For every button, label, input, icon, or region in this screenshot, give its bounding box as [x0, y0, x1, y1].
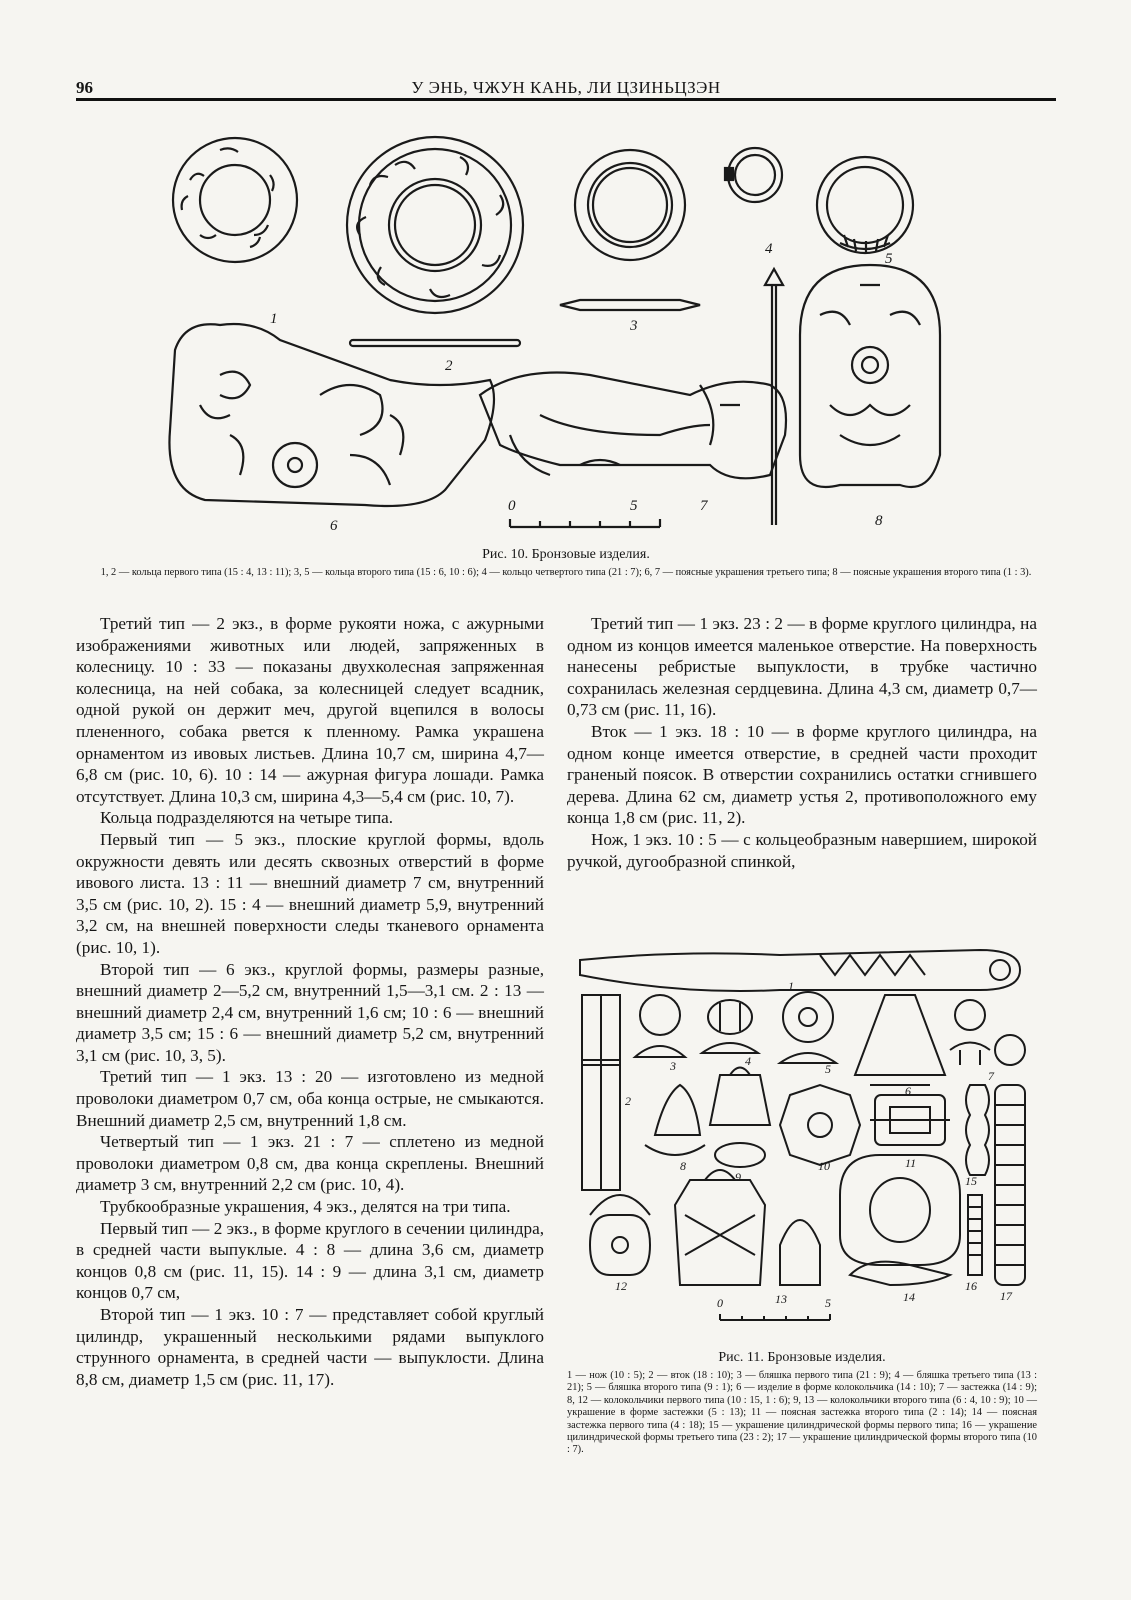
fig10-label: 4: [765, 241, 773, 257]
fig10-item-6-plaque: [169, 324, 494, 506]
fig11-label: 14: [903, 1290, 915, 1304]
fig11-item-8-bell: [645, 1085, 705, 1155]
page-number: 96: [76, 78, 93, 97]
fig11-label: 16: [965, 1279, 977, 1293]
fig11-label: 9: [735, 1170, 741, 1184]
fig11-scale-end: 5: [825, 1296, 831, 1310]
fig10-item-8-plaque: [800, 265, 940, 487]
fig10-rod: [765, 269, 783, 525]
paragraph: Четвертый тип — 1 экз. 21 : 7 — сплетено из медной проволоки диаметром 0,8 см, два конца скреплены. Внешний диаметр 3 см, внутренний 2,2 см (рис. 10, 4).: [76, 1132, 544, 1195]
figure-10-legend: 1, 2 — кольца первого типа (15 : 4, 13 : 11); 3, 5 — кольца второго типа (15 : 6, 10 : 6); 4 — кольцо четвертого типа (21 : 7); 6, 7 — поясные украшения третьего типа; 8 — поясные украшения второго типа (1 : 3).: [100, 567, 1032, 578]
fig10-label: 1: [270, 311, 278, 327]
header-rule: [76, 98, 1056, 101]
fig10-label: 6: [330, 518, 338, 534]
fig11-item-17-cylinder: [995, 1085, 1025, 1285]
fig11-label: 13: [775, 1292, 787, 1306]
figure-11-title: Рис. 11. Бронзовые изделия.: [718, 1350, 886, 1365]
fig11-item-15-cylinder: [966, 1085, 989, 1175]
running-head: У ЭНЬ, ЧЖУН КАНЬ, ЛИ ЦЗИНЬЦЗЭН: [411, 78, 721, 97]
paragraph: Третий тип — 2 экз., в форме рукояти ножа, с ажурными изображениями животных или людей, запряженных в колесницу. 10 : 33 — показаны двухколесная запряженная колесница, на ней собака, за колесницей следует всадник, одной рукой он держит меч, другой вцепился в волосы плененного, собака рвется к пленному. Рамка украшена орнаментом из ивовых листьев. Длина 10,7 см, ширина 4,7—6,8 см (рис. 10, 6). 10 : 14 — ажурная фигура лошади. Рамка отсутствует. Длина 10,3 см, ширина 4,3—5,4 см (рис. 10, 7).: [76, 614, 544, 806]
paragraph: Первый тип — 5 экз., плоские круглой формы, вдоль окружности девять или десять сквозных отверстий в форме ивового листа. 13 : 11 — внешний диаметр 7 см, внутренний 3,5 см (рис. 10, 2). 15 : 4 — внешний диаметр 5,9, внутренний 3,2 см, на внешней поверхности следы тканевого орнамента (рис. 10, 1).: [76, 829, 544, 957]
fig11-item-7-clasp: [950, 1000, 1025, 1065]
fig11-label: 11: [905, 1156, 917, 1170]
fig11-label: 12: [615, 1279, 627, 1293]
fig11-item-13-bell: [675, 1170, 820, 1285]
fig10-label: 2: [445, 358, 453, 374]
fig11-item-12-bell: [590, 1195, 650, 1275]
fig11-item-11-belt-clasp: [870, 1095, 950, 1145]
paragraph: Второй тип — 1 экз. 10 : 7 — представляет собой круглый цилиндр, украшенный несколькими рядами выпуклого струнного орнамента, в средней части — выпуклости. Длина 8,8 см, диаметр 1,5 см (рис. 11, 17).: [76, 1305, 544, 1389]
paragraph: Нож, 1 экз. 10 : 5 — с кольцеобразным навершием, широкой ручкой, дугообразной спинкой,: [567, 829, 1037, 871]
fig11-label: 10: [818, 1159, 830, 1173]
fig11-item-14-belt-clasp: [840, 1155, 960, 1285]
fig11-label: 1: [788, 979, 794, 993]
fig10-item-2-ring: [347, 137, 523, 346]
fig10-label: 5: [885, 251, 893, 267]
paragraph: Второй тип — 6 экз., круглой формы, размеры разные, внешний диаметр 2—5,2 см, внутренний 1,5—3,1 см. 2 : 13 — внешний диаметр 2,4 см, внутренний 1,6 см; 10 : 6 — внешний диаметр 3,5 см; 15 : 6 — внешний диаметр 5,2 см, внутренний 3,1 см (рис. 10, 3, 5).: [76, 959, 544, 1065]
fig11-label: 6: [905, 1084, 911, 1098]
paragraph: Кольца подразделяются на четыре типа.: [100, 808, 394, 828]
fig11-item-10-clasp-ornament: [780, 1085, 860, 1165]
running-header: [76, 76, 1056, 104]
fig10-item-5-ring: [817, 157, 913, 253]
left-column: [76, 613, 544, 1390]
figure-11-bronze-items: [570, 945, 1040, 1345]
fig11-item-9-bell: [710, 1068, 770, 1168]
fig11-label: 3: [670, 1059, 676, 1073]
fig10-item-3-ring: [560, 150, 700, 310]
paragraph: Первый тип — 2 экз., в форме круглого в сечении цилиндра, в средней части выпуклые. 4 : 8 — длина 3,6 см, диаметр концов 0,8 см (рис. 11, 15). 14 : 9 — длина 3,1 см, диаметр концов 0,7 см,: [76, 1218, 544, 1303]
fig10-label: 3: [630, 318, 638, 334]
fig10-item-1-ring: [173, 138, 297, 262]
paragraph: Вток — 1 экз. 18 : 10 — в форме круглого цилиндра, на одном конце имеется отверстие, в средней части проходит граненый поясок. В отверстии сохранились остатки сгнившего дерева. Длина 62 см, диаметр устья 2, противоположного ему конца 1,8 см (рис. 11, 2).: [567, 721, 1037, 828]
fig10-scale-start: 0: [508, 498, 516, 514]
fig11-label: 5: [825, 1062, 831, 1076]
fig11-label: 2: [625, 1094, 631, 1108]
fig10-scale-bar: [510, 519, 660, 527]
paragraph: Трубкообразные украшения, 4 экз., делятся на три типа.: [100, 1197, 511, 1217]
paragraph: Третий тип — 1 экз. 23 : 2 — в форме круглого цилиндра, на одном из концов имеется маленькое отверстие. На поверхность нанесены ребристые выпуклости, в трубке частично сохранилась железная сердцевина. Длина 4,3 см, диаметр 0,7—0,73 см (рис. 11, 16).: [567, 614, 1037, 720]
fig10-label: 7: [700, 498, 708, 514]
fig11-label: 4: [745, 1054, 751, 1068]
fig11-label: 7: [988, 1069, 994, 1083]
fig11-item-2-ferrule: [582, 995, 620, 1190]
fig11-item-1-knife: [580, 950, 1020, 991]
fig11-item-6-bell-object: [855, 995, 945, 1085]
fig11-item-3-plaque: [635, 995, 685, 1057]
fig11-label: 15: [965, 1174, 977, 1188]
figure-10-title: Рис. 10. Бронзовые изделия.: [482, 547, 650, 562]
fig10-scale-end: 5: [630, 498, 638, 514]
right-column: [567, 613, 1037, 872]
fig10-item-4-ring: [725, 148, 782, 202]
figure-11-caption: [567, 1350, 1037, 1457]
fig11-item-5-plaque: [780, 992, 836, 1063]
figure-10-bronze-items: [160, 135, 950, 545]
fig11-item-16-cylinder: [968, 1195, 982, 1275]
fig11-label: 8: [680, 1159, 686, 1173]
fig11-scale-start: 0: [717, 1296, 723, 1310]
fig11-item-4-plaque: [702, 1000, 758, 1053]
paragraph: Третий тип — 1 экз. 13 : 20 — изготовлено из медной проволоки диаметром 0,7 см, оба конца острые, не смыкаются. Внешний диаметр 2,5 см, внутренний 1,8 см.: [76, 1067, 544, 1130]
fig10-label: 8: [875, 513, 883, 529]
fig11-scale-bar: [720, 1314, 830, 1320]
figure-11-legend: 1 — нож (10 : 5); 2 — вток (18 : 10); 3 — бляшка первого типа (21 : 9); 4 — бляшка третьего типа (13 : 21); 5 — бляшка второго типа (9 : 1); 6 — изделие в форме колокольчика (14 : 10); 7 — застежка (14 : 9); 8, 12 — колокольчики первого типа (10 : 15, 1 : 6); 9, 13 — колокольчики второго типа (6 : 4, 10 : 9); 10 — украшение в форме застежки (5 : 13); 11 — поясная застежка второго типа (2 : 14); 14 — поясная застежка первого типа (4 : 18); 15 — украшение цилиндрической формы первого типа; 16 — украшение цилиндрической формы третьего типа (23 : 2); 17 — украшение цилиндрической формы второго типа (10 : 7).: [567, 1370, 1037, 1456]
figure-10-caption: [76, 547, 1056, 579]
fig10-item-7-horse: [480, 373, 786, 479]
fig11-label: 17: [1000, 1289, 1012, 1303]
